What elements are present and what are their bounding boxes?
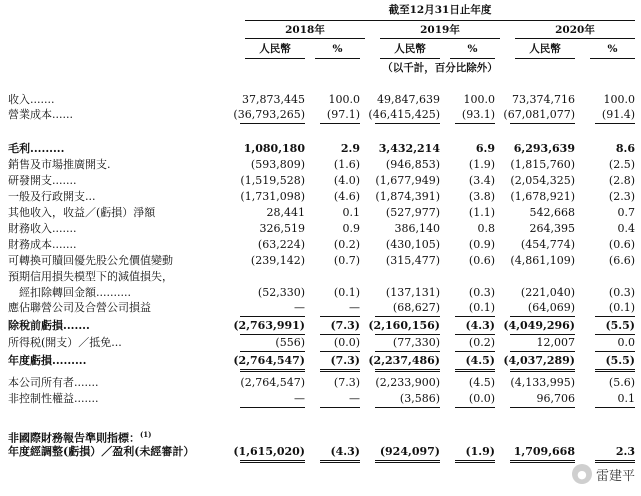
- sum-rule: [320, 334, 360, 335]
- table-cell: (1,677,949): [375, 174, 440, 187]
- row-label: 非國際財務報告準則指標：$^{(1)}$: [8, 430, 152, 445]
- table-cell: 542,668: [529, 206, 575, 219]
- table-cell: (0.2): [333, 238, 360, 251]
- row-label: 研發開支.......: [8, 174, 77, 187]
- table-cell: (1.9): [465, 445, 495, 458]
- table-cell: 326,519: [259, 222, 305, 235]
- row-label: 收入.......: [8, 93, 55, 106]
- sum-rule: [320, 123, 360, 124]
- table-cell: (4.3): [330, 445, 360, 458]
- table-cell: (2,764,547): [233, 354, 305, 367]
- sum-rule: [240, 371, 305, 372]
- table-cell: (7.3): [330, 354, 360, 367]
- table-cell: —: [349, 392, 360, 405]
- sum-rule: [320, 316, 360, 317]
- table-cell: 12,007: [536, 336, 575, 349]
- row-label: 預期信用損失模型下的減值損失，: [8, 270, 173, 283]
- table-cell: 100.0: [328, 93, 360, 106]
- col-pct-2019: %: [467, 43, 478, 55]
- table-cell: 73,374,716: [512, 93, 575, 106]
- sum-rule: [240, 369, 305, 370]
- table-cell: (527,977): [385, 206, 440, 219]
- row-label: 年度虧損.........: [8, 354, 87, 367]
- sum-rule: [595, 369, 635, 370]
- table-cell: (93.1): [461, 108, 495, 121]
- table-cell: (556): [275, 336, 305, 349]
- table-cell: (6.6): [608, 254, 635, 267]
- sum-rule: [240, 351, 305, 352]
- year-2019: 2019年: [420, 24, 460, 36]
- sum-rule: [320, 460, 360, 461]
- table-cell: (2,160,156): [368, 319, 440, 332]
- row-label: 銷售及市場推廣開支.: [8, 158, 111, 171]
- table-cell: (4.5): [465, 354, 495, 367]
- table-cell: (4,133,995): [510, 376, 575, 389]
- sum-rule: [510, 407, 575, 408]
- sum-rule: [240, 460, 305, 461]
- table-cell: (77,330): [392, 336, 440, 349]
- table-cell: (315,477): [385, 254, 440, 267]
- sum-rule: [595, 407, 635, 408]
- table-cell: (0.6): [468, 254, 495, 267]
- col-rmb-2019: 人民幣: [394, 43, 426, 55]
- table-cell: —: [294, 392, 305, 405]
- sum-rule: [375, 407, 440, 408]
- sum-rule: [595, 462, 635, 463]
- table-cell: (0.2): [468, 336, 495, 349]
- table-cell: (2.3): [608, 190, 635, 203]
- sum-rule: [240, 462, 305, 463]
- table-cell: (1,815,760): [510, 158, 575, 171]
- table-cell: (7.3): [330, 319, 360, 332]
- sum-rule: [595, 460, 635, 461]
- sum-rule: [375, 369, 440, 370]
- sum-rule: [595, 371, 635, 372]
- table-cell: (4.5): [468, 376, 495, 389]
- table-cell: (924,097): [379, 445, 440, 458]
- table-cell: (7.3): [333, 376, 360, 389]
- year-rule-2018: [245, 38, 365, 39]
- period-heading: 截至12月31日止年度: [388, 4, 492, 16]
- table-cell: (97.1): [326, 108, 360, 121]
- table-cell: (46,415,425): [368, 108, 440, 121]
- wechat-icon: ●: [572, 464, 592, 484]
- table-cell: (221,040): [520, 286, 575, 299]
- table-cell: (2.5): [608, 158, 635, 171]
- table-cell: (4.6): [333, 190, 360, 203]
- col-rule-pct-2019: [450, 58, 495, 59]
- sum-rule: [510, 371, 575, 372]
- table-cell: (1.1): [468, 206, 495, 219]
- sum-rule: [375, 334, 440, 335]
- sum-rule: [455, 123, 495, 124]
- sum-rule: [455, 334, 495, 335]
- table-cell: (946,853): [385, 158, 440, 171]
- table-cell: (2.8): [608, 174, 635, 187]
- table-cell: (1,731,098): [240, 190, 305, 203]
- row-label: 可轉換可贖回優先股公允價值變動: [8, 254, 173, 267]
- row-label: 本公司所有者.......: [8, 376, 99, 389]
- table-cell: (0.9): [468, 238, 495, 251]
- table-cell: (2,764,547): [240, 376, 305, 389]
- table-cell: 8.6: [615, 142, 635, 155]
- table-cell: (593,809): [250, 158, 305, 171]
- sum-rule: [510, 369, 575, 370]
- table-cell: (64,069): [527, 301, 575, 314]
- table-cell: (4.0): [333, 174, 360, 187]
- sum-rule: [375, 460, 440, 461]
- table-cell: 2.9: [340, 142, 360, 155]
- table-cell: 3,432,214: [378, 142, 440, 155]
- table-cell: —: [349, 301, 360, 314]
- table-cell: (0.0): [333, 336, 360, 349]
- table-cell: (91.4): [601, 108, 635, 121]
- watermark: [572, 464, 635, 484]
- table-cell: 28,441: [266, 206, 305, 219]
- year-rule-2019: [380, 38, 500, 39]
- sum-rule: [375, 462, 440, 463]
- table-cell: 100.0: [603, 93, 635, 106]
- row-label: 應佔聯營公司及合營公司損益: [8, 301, 151, 314]
- table-cell: (1,615,020): [233, 445, 305, 458]
- table-cell: (137,131): [385, 286, 440, 299]
- table-cell: (3.4): [468, 174, 495, 187]
- row-label: 非控制性權益.......: [8, 392, 99, 405]
- sum-rule: [510, 123, 575, 124]
- row-label: 營業成本......: [8, 108, 73, 121]
- year-rule-2020: [515, 38, 635, 39]
- sum-rule: [240, 316, 305, 317]
- col-rule-rmb-2020: [515, 58, 575, 59]
- col-rule-rmb-2018: [245, 58, 305, 59]
- sum-rule: [455, 371, 495, 372]
- row-label: 毛利.........: [8, 142, 65, 155]
- col-pct-2018: %: [332, 43, 343, 55]
- table-cell: (0.1): [608, 301, 635, 314]
- table-cell: (239,142): [250, 254, 305, 267]
- sum-rule: [240, 123, 305, 124]
- col-pct-2020: %: [607, 43, 618, 55]
- col-rmb-2018: 人民幣: [259, 43, 291, 55]
- year-2018: 2018年: [285, 24, 325, 36]
- sum-rule: [455, 351, 495, 352]
- table-cell: (1,519,528): [240, 174, 305, 187]
- table-cell: (5.5): [605, 354, 635, 367]
- table-cell: 0.1: [342, 206, 360, 219]
- sum-rule: [595, 351, 635, 352]
- sum-rule: [455, 369, 495, 370]
- sum-rule: [320, 369, 360, 370]
- sum-rule: [595, 123, 635, 124]
- table-cell: 0.0: [617, 336, 635, 349]
- sum-rule: [510, 316, 575, 317]
- table-cell: (4,861,109): [510, 254, 575, 267]
- table-cell: (52,330): [257, 286, 305, 299]
- year-2020: 2020年: [555, 24, 595, 36]
- table-cell: (0.7): [333, 254, 360, 267]
- table-cell: 0.8: [477, 222, 495, 235]
- table-cell: (36,793,265): [233, 108, 305, 121]
- table-cell: (0.1): [333, 286, 360, 299]
- row-label: 一般及行政開支...: [8, 190, 96, 203]
- watermark-text: 雷建平: [595, 468, 635, 484]
- table-cell: (4,037,289): [503, 354, 575, 367]
- table-cell: (1,678,921): [510, 190, 575, 203]
- table-cell: (3.8): [468, 190, 495, 203]
- table-cell: (4.3): [465, 319, 495, 332]
- table-cell: (0.3): [608, 286, 635, 299]
- sum-rule: [455, 462, 495, 463]
- sum-rule: [595, 334, 635, 335]
- units-note: （以千計，百分比除外）: [382, 62, 498, 74]
- table-cell: (2,054,325): [510, 174, 575, 187]
- row-label: 其他收入，收益／(虧損）淨額: [8, 206, 156, 219]
- table-cell: 6,293,639: [513, 142, 575, 155]
- table-cell: 37,873,445: [242, 93, 305, 106]
- sum-rule: [320, 351, 360, 352]
- sum-rule: [510, 351, 575, 352]
- table-cell: (430,105): [385, 238, 440, 251]
- sum-rule: [240, 334, 305, 335]
- table-cell: (63,224): [257, 238, 305, 251]
- table-cell: 96,706: [536, 392, 575, 405]
- table-cell: (0.1): [468, 301, 495, 314]
- table-cell: (1.9): [468, 158, 495, 171]
- col-rule-pct-2018: [315, 58, 360, 59]
- table-cell: (0.3): [468, 286, 495, 299]
- row-label: 財務收入.......: [8, 222, 77, 235]
- table-cell: —: [294, 301, 305, 314]
- sum-rule: [455, 407, 495, 408]
- table-cell: 0.9: [342, 222, 360, 235]
- table-cell: (454,774): [520, 238, 575, 251]
- table-cell: (3,586): [399, 392, 440, 405]
- sum-rule: [320, 371, 360, 372]
- row-label: 年度經調整(虧損）／盈利(未經審計）: [8, 445, 195, 458]
- table-cell: (5.5): [605, 319, 635, 332]
- table-cell: (68,627): [392, 301, 440, 314]
- table-cell: (1.6): [333, 158, 360, 171]
- row-label: 除稅前虧損.......: [8, 319, 90, 332]
- table-cell: 6.9: [475, 142, 495, 155]
- col-rule-rmb-2019: [380, 58, 440, 59]
- sum-rule: [320, 407, 360, 408]
- table-cell: 1,709,668: [513, 445, 575, 458]
- row-label: 財務成本.......: [8, 238, 77, 251]
- table-cell: (67,081,077): [503, 108, 575, 121]
- table-cell: 0.1: [617, 392, 635, 405]
- sum-rule: [455, 460, 495, 461]
- row-label: 所得税(開支）／抵免...: [8, 336, 122, 349]
- sum-rule: [375, 123, 440, 124]
- col-rule-pct-2020: [590, 58, 635, 59]
- table-cell: 0.7: [617, 206, 635, 219]
- table-cell: 0.4: [617, 222, 635, 235]
- sum-rule: [510, 462, 575, 463]
- period-rule: [245, 20, 635, 21]
- sum-rule: [240, 407, 305, 408]
- col-rmb-2020: 人民幣: [529, 43, 561, 55]
- table-cell: (2,233,900): [375, 376, 440, 389]
- table-cell: 49,847,639: [377, 93, 440, 106]
- table-cell: (4,049,296): [503, 319, 575, 332]
- row-label: 經扣除轉回金額..........: [8, 286, 131, 299]
- sum-rule: [595, 316, 635, 317]
- table-cell: (2,763,991): [233, 319, 305, 332]
- sum-rule: [375, 316, 440, 317]
- table-cell: (0.6): [608, 238, 635, 251]
- table-cell: 264,395: [529, 222, 575, 235]
- table-cell: (1,874,391): [375, 190, 440, 203]
- table-cell: 386,140: [394, 222, 440, 235]
- sum-rule: [455, 316, 495, 317]
- table-cell: (5.6): [608, 376, 635, 389]
- table-cell: (2,237,486): [368, 354, 440, 367]
- sum-rule: [375, 351, 440, 352]
- sum-rule: [320, 462, 360, 463]
- table-cell: (0.0): [468, 392, 495, 405]
- sum-rule: [510, 460, 575, 461]
- sum-rule: [375, 371, 440, 372]
- sum-rule: [510, 334, 575, 335]
- table-cell: 1,080,180: [243, 142, 305, 155]
- table-cell: 2.3: [615, 445, 635, 458]
- table-cell: 100.0: [463, 93, 495, 106]
